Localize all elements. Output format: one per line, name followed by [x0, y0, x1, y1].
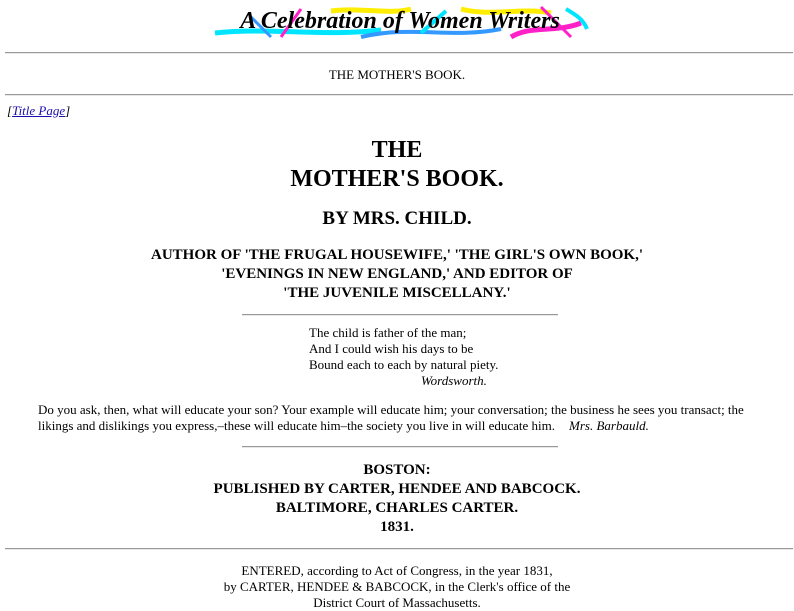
author-description-line: 'EVENINGS IN NEW ENGLAND,' AND EDITOR OF [221, 266, 573, 282]
quotation [38, 402, 768, 434]
quotation-text: Do you ask, then, what will educate your son? Your example will educate him; your conversation; the business he sees you transact; the likings and dislikings you express,–these will educate him–the society you live in will educate him. [38, 402, 744, 433]
imprint-line: 1831. [380, 519, 414, 535]
title-page-link[interactable]: Title Page [12, 103, 66, 118]
copyright-line: by CARTER, HENDEE & BABCOCK, in the Clerk's office of the [223, 579, 571, 594]
epigraph-line: The child is father of the man; [309, 325, 467, 340]
divider [242, 446, 558, 448]
imprint-line: BOSTON: [363, 462, 431, 478]
book-title-line: THE [371, 137, 423, 163]
book-title [0, 136, 794, 194]
divider [5, 94, 793, 96]
author-description-line: AUTHOR OF 'THE FRUGAL HOUSEWIFE,' 'THE GIRL'S OWN BOOK,' [150, 247, 644, 263]
author-description-line: 'THE JUVENILE MISCELLANY.' [283, 285, 511, 301]
imprint-line: PUBLISHED BY CARTER, HENDEE AND BABCOCK. [213, 481, 581, 497]
quotation-attribution: Mrs. Barbauld. [569, 418, 649, 433]
close-bracket: ] [65, 103, 71, 118]
page-title: THE MOTHER'S BOOK. [328, 67, 466, 82]
book-title-line: MOTHER'S BOOK. [290, 166, 504, 192]
epigraph-line: Bound each to each by natural piety. [309, 357, 499, 372]
epigraph-line: And I could wish his days to be [309, 341, 474, 356]
imprint [0, 461, 794, 537]
breadcrumb [7, 103, 70, 119]
copyright-notice [0, 563, 794, 611]
copyright-line: District Court of Massachusetts. [313, 595, 481, 610]
author-description [0, 246, 794, 303]
imprint-line: BALTIMORE, CHARLES CARTER. [275, 500, 519, 516]
site-banner[interactable] [211, 3, 589, 41]
divider [5, 52, 793, 54]
divider [5, 548, 793, 550]
epigraph [309, 325, 498, 389]
epigraph-attribution: Wordsworth. [421, 373, 487, 388]
banner-title: A Celebration of Women Writers [240, 8, 560, 34]
copyright-line: ENTERED, according to Act of Congress, in the year 1831, [241, 563, 553, 578]
open-bracket: [ [7, 103, 13, 118]
divider [242, 314, 558, 316]
author-heading: BY MRS. CHILD. [322, 208, 472, 229]
